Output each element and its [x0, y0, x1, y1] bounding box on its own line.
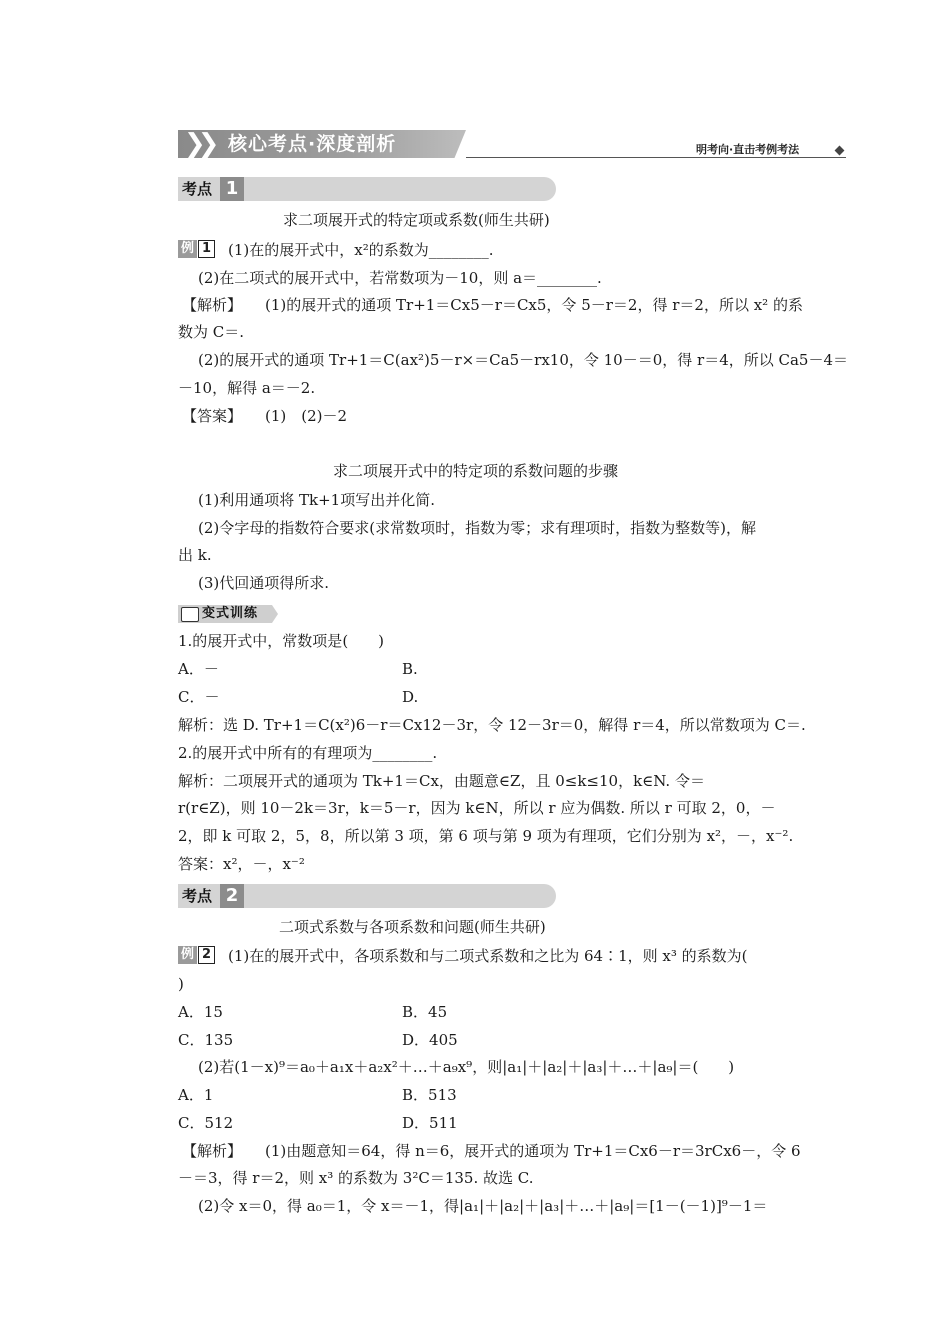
- practice-2-solution-2: r(r∈Z)，则 10－2k＝3r，k＝5－r，因为 k∈N，所以 r 应为偶数. 所以 r 可取 2，0，－: [178, 799, 776, 817]
- diamond-icon: [835, 146, 845, 156]
- answer-tag: 【答案】: [182, 407, 243, 425]
- practice-2-question: 2.的展开式中所有的有理项为________.: [178, 744, 438, 762]
- example-2-q2-option-d: D．511: [402, 1114, 458, 1132]
- example-2-q1-option-c: C．135: [178, 1031, 234, 1049]
- kaodian-2-label: 考点: [181, 887, 212, 905]
- example-1-analysis-2b: －10，解得 a＝－2.: [178, 379, 316, 397]
- analysis-tag: 【解析】: [182, 296, 243, 314]
- example-2-analysis-1a: (1)由题意知＝64，得 n＝6，展开式的通项为 Tr+1＝Cx6－r＝3rCx6－，令 6: [265, 1142, 801, 1160]
- example-1-answer: (1) (2)－2: [265, 407, 348, 425]
- example-2-analysis-1b: －＝3，得 r＝2，则 x³ 的系数为 3²C＝135. 故选 C.: [178, 1169, 534, 1187]
- example-2-analysis-2a: (2)令 x＝0，得 a₀＝1，令 x＝－1，得|a₁|＋|a₂|＋|a₃|＋…＋|a₉|＝[1－(－1)]⁹－1＝: [198, 1197, 768, 1215]
- example-2-badge: [178, 946, 215, 964]
- example-badge-number: 2: [198, 946, 215, 964]
- example-1-badge: [178, 240, 215, 258]
- example-1-question-2: (2)在二项式的展开式中，若常数项为－10，则 a＝________.: [198, 269, 602, 287]
- banner-chevron-icon: ❯❯: [184, 129, 212, 159]
- example-2-q2-option-a: A．1: [178, 1086, 214, 1104]
- book-icon: [181, 607, 199, 622]
- practice-banner-label: 变式训练: [202, 606, 259, 621]
- banner-divider: [466, 157, 846, 158]
- practice-1-question: 1.的展开式中，常数项是( ): [178, 632, 385, 650]
- practice-2-answer: 答案：x²，－，x⁻²: [178, 855, 305, 873]
- method-step-2a: (2)令字母的指数符合要求(求常数项时，指数为零；求有理项时，指数为整数等)，解: [198, 519, 756, 537]
- example-badge-number: 1: [198, 240, 215, 258]
- practice-2-solution-3: 2，即 k 可取 2，5，8，所以第 3 项，第 6 项与第 9 项为有理项，它们分别为 x²，－，x⁻².: [178, 827, 794, 845]
- kaodian-2-number: 2: [220, 884, 244, 908]
- example-2-q1-option-d: D．405: [402, 1031, 458, 1049]
- banner-title: 核心考点·深度剖析: [228, 133, 397, 155]
- kaodian-2-title: 二项式系数与各项系数和问题(师生共研): [279, 918, 546, 936]
- kaodian-1-number: 1: [220, 177, 244, 201]
- practice-1-solution: 解析：选 D. Tr+1＝C(x²)6－r＝Cx12－3r，令 12－3r＝0，解得 r＝4，所以常数项为 C＝.: [178, 716, 806, 734]
- example-2-q2-option-c: C．512: [178, 1114, 234, 1132]
- example-2-question-2: (2)若(1－x)⁹＝a₀＋a₁x＋a₂x²＋…＋a₉x⁹，则|a₁|＋|a₂|＋|a₃|＋…＋|a₉|＝( ): [198, 1058, 735, 1076]
- example-2-question-1a: (1)在的展开式中，各项系数和与二项式系数和之比为 64∶1，则 x³ 的系数为(: [228, 947, 748, 965]
- method-step-2b: 出 k.: [178, 546, 212, 564]
- example-badge-label: 例: [178, 946, 197, 964]
- practice-1-option-b: B.: [402, 660, 418, 678]
- practice-2-solution-1: 解析：二项展开式的通项为 Tk+1＝Cx，由题意∈Z，且 0≤k≤10，k∈N. 令＝: [178, 772, 705, 790]
- kaodian-1-label: 考点: [181, 180, 212, 198]
- example-2-q1-option-b: B．45: [402, 1003, 448, 1021]
- example-1-analysis-1b: 数为 C＝.: [178, 323, 245, 341]
- method-title: 求二项展开式中的特定项的系数问题的步骤: [333, 462, 619, 480]
- example-1-question-1: (1)在的展开式中，x²的系数为________.: [228, 241, 494, 259]
- example-2-q2-option-b: B．513: [402, 1086, 457, 1104]
- example-2-question-1b: ): [178, 975, 184, 993]
- method-step-3: (3)代回通项得所求.: [198, 574, 330, 592]
- method-step-1: (1)利用通项将 Tk+1项写出并化简.: [198, 491, 435, 509]
- practice-1-option-d: D.: [402, 688, 419, 706]
- example-1-analysis-2a: (2)的展开式的通项 Tr+1＝C(ax²)5－r×＝Ca5－rx10，令 10－＝0，得 r＝4，所以 Ca5－4＝: [198, 351, 849, 369]
- analysis-tag: 【解析】: [182, 1142, 243, 1160]
- practice-1-option-a: A．－: [178, 660, 219, 678]
- kaodian-1-title: 求二项展开式的特定项或系数(师生共研): [283, 211, 550, 229]
- practice-1-option-c: C．－: [178, 688, 220, 706]
- example-badge-label: 例: [178, 240, 197, 258]
- example-2-q1-option-a: A．15: [178, 1003, 223, 1021]
- example-1-analysis-1a: (1)的展开式的通项 Tr+1＝Cx5－r＝Cx5，令 5－r＝2，得 r＝2，所以 x² 的系: [265, 296, 803, 314]
- banner-tagline: 明考向·直击考例考法: [696, 143, 800, 156]
